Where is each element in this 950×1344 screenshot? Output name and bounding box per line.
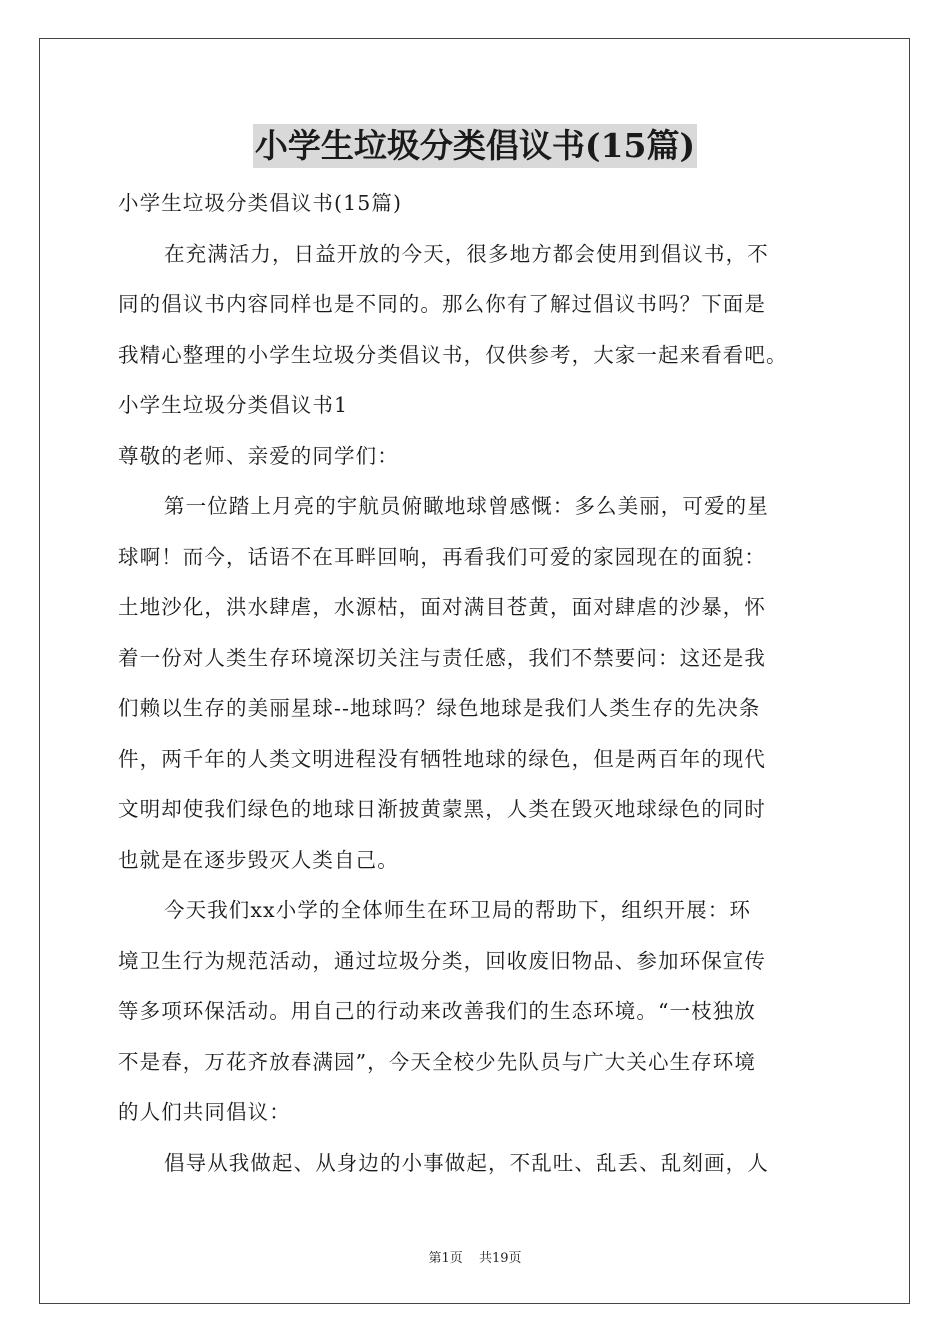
text-line: 我精心整理的小学生垃圾分类倡议书，仅供参考，大家一起来看看吧。 (118, 342, 788, 367)
text-line: 件，两千年的人类文明进程没有牺牲地球的绿色，但是两百年的现代 (118, 746, 766, 771)
document-body (118, 178, 836, 1188)
text-line: 不是春，万花齐放春满园”，今天全校少先队员与广大关心生存环境 (118, 1049, 756, 1074)
text-line: 们赖以生存的美丽星球--地球吗？绿色地球是我们人类生存的先决条 (118, 696, 761, 720)
text-line: 球啊！而今，话语不在耳畔回响，再看我们可爱的家园现在的面貌： (118, 544, 766, 569)
text-line: 也就是在逐步毁灭人类自己。 (118, 847, 399, 872)
text-line: 今天我们xx小学的全体师生在环卫局的帮助下，组织开展：环 (164, 898, 751, 922)
page-total: 共19页 (478, 1251, 522, 1266)
text-line: 境卫生行为规范活动，通过垃圾分类，回收废旧物品、参加环保宣传 (118, 948, 766, 973)
page-number: 第1页 (428, 1251, 463, 1266)
text-line: 倡导从我做起、从身边的小事做起，不乱吐、乱丢、乱刻画，人 (164, 1150, 769, 1175)
text-line: 文明却使我们绿色的地球日渐披黄蒙黑，人类在毁灭地球绿色的同时 (118, 797, 766, 821)
title-area (0, 124, 950, 168)
text-line: 土地沙化，洪水肆虐，水源枯，面对满目苍黄，面对肆虐的沙暴，怀 (118, 595, 766, 619)
text-line: 小学生垃圾分类倡议书1 (118, 393, 349, 417)
text-line: 第一位踏上月亮的宇航员俯瞰地球曾感慨：多么美丽，可爱的星 (164, 494, 769, 518)
text-line: 在充满活力，日益开放的今天，很多地方都会使用到倡议书，不 (164, 241, 769, 266)
text-line: 同的倡议书内容同样也是不同的。那么你有了解过倡议书吗？下面是 (118, 292, 766, 316)
text-line: 着一份对人类生存环境深切关注与责任感，我们不禁要问：这还是我 (118, 645, 766, 670)
text-line: 尊敬的老师、亲爱的同学们： (118, 443, 399, 468)
page-footer (0, 1247, 950, 1266)
text-line: 等多项环保活动。用自己的行动来改善我们的生态环境。“一枝独放 (118, 999, 756, 1023)
document-title: 小学生垃圾分类倡议书(15篇) (253, 124, 697, 168)
text-line: 小学生垃圾分类倡议书(15篇) (118, 191, 403, 215)
text-line: 的人们共同倡议： (118, 1100, 291, 1124)
